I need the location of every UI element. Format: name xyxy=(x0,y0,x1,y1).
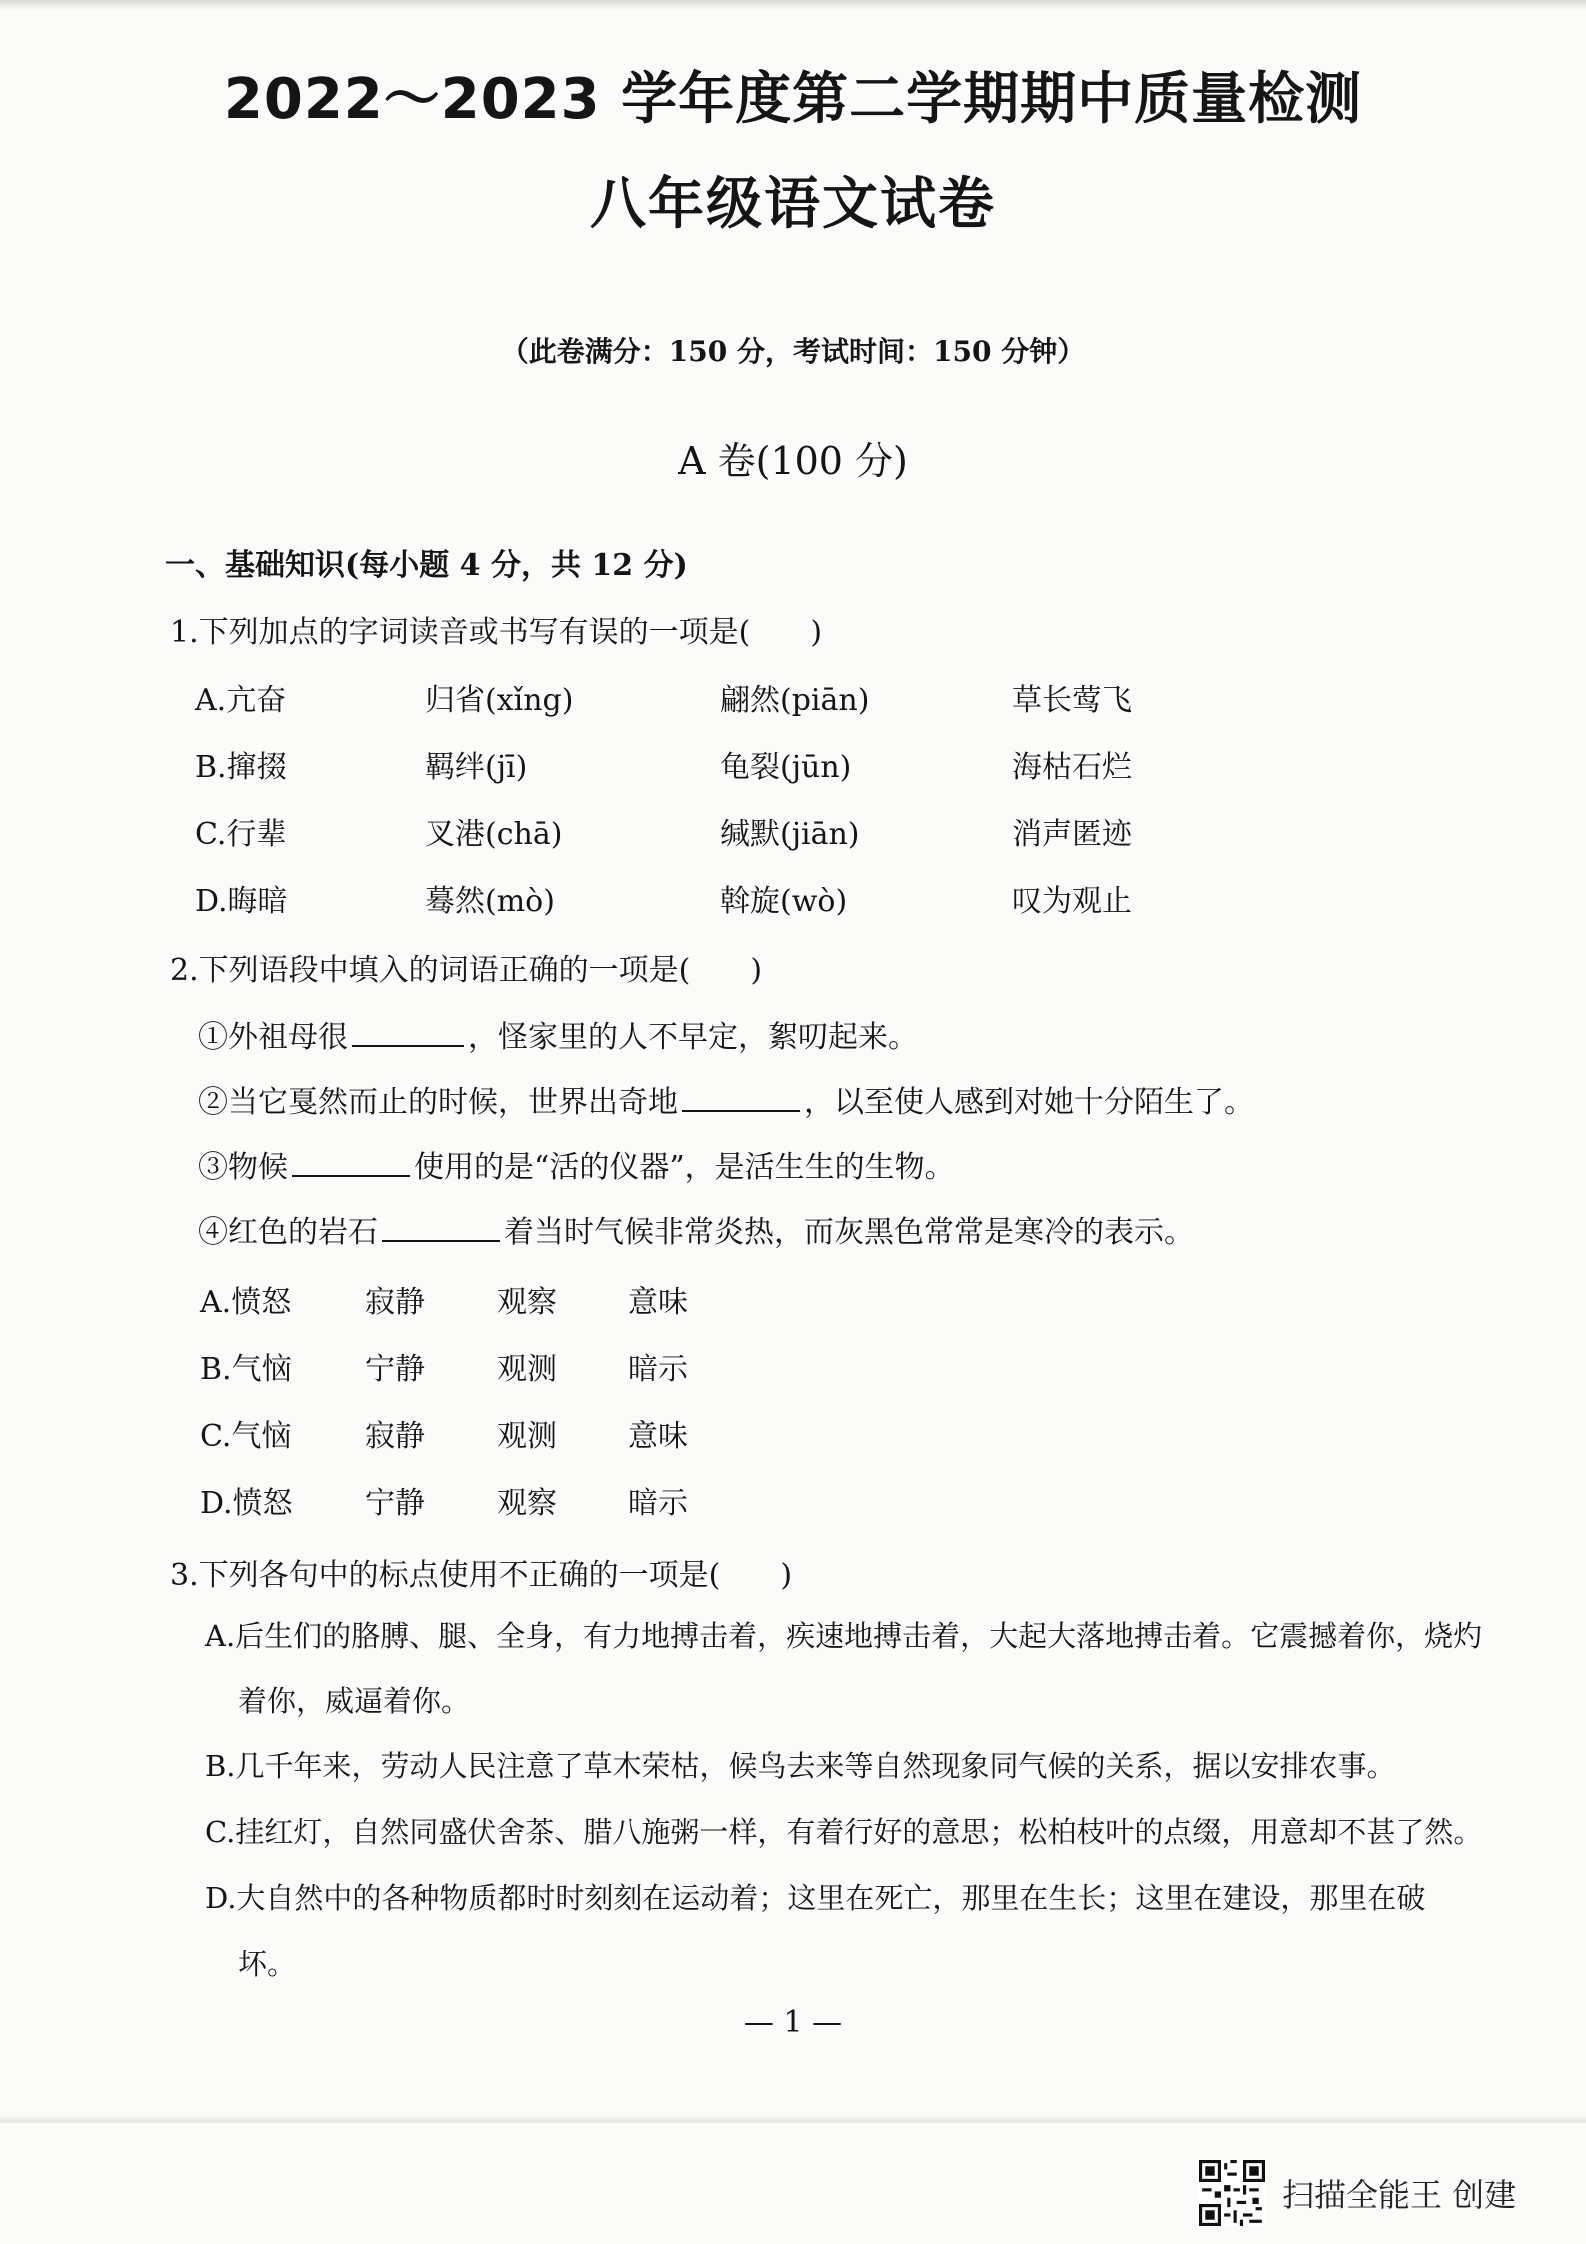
q1-option-c-col2: 叉港(chā) xyxy=(425,817,563,852)
q1-option-d-col2: 蓦然(mò) xyxy=(425,884,555,919)
q2-option-c-col3: 观测 xyxy=(497,1419,557,1454)
q2-option-c-col1: C.气恼 xyxy=(200,1419,292,1454)
q1-option-b-col1: B.撺掇 xyxy=(195,750,287,785)
part-heading: 一、基础知识(每小题 4 分，共 12 分) xyxy=(165,548,688,583)
section-heading: A 卷(100 分) xyxy=(678,439,908,483)
q2-option-d-col2: 宁静 xyxy=(365,1486,425,1521)
q2-sentence-1-end: ，怪家里的人不早定，絮叨起来。 xyxy=(468,1020,918,1055)
exam-subtitle: 八年级语文试卷 xyxy=(590,172,996,237)
scan-bottom-edge xyxy=(0,2115,1586,2123)
q1-option-a-col3: 翩然(piān) xyxy=(720,683,870,718)
fill-blank xyxy=(382,1214,500,1242)
q2-option-a-col4: 意味 xyxy=(628,1285,688,1320)
scan-top-edge xyxy=(0,0,1586,10)
q1-option-c-col1: C.行辈 xyxy=(195,817,287,852)
q2-option-b-col3: 观测 xyxy=(497,1352,557,1387)
q2-sentence-4-start: ④红色的岩石 xyxy=(198,1215,378,1250)
q2-sentence-4-end: 着当时气候非常炎热，而灰黑色常常是寒冷的表示。 xyxy=(504,1215,1194,1250)
q2-option-d-col3: 观察 xyxy=(497,1486,557,1521)
q3-option-d-line2: 坏。 xyxy=(238,1947,297,1981)
q2-option-b-col2: 宁静 xyxy=(365,1352,425,1387)
q2-option-d-col1: D.愤怒 xyxy=(200,1486,293,1521)
q1-option-c-col3: 缄默(jiān) xyxy=(720,817,860,852)
q1-option-a-col4: 草长莺飞 xyxy=(1012,683,1132,718)
scanner-watermark: 扫描全能王 创建 xyxy=(1282,2176,1517,2214)
q2-option-c-col2: 寂静 xyxy=(365,1419,425,1454)
q1-option-c-col4: 消声匿迹 xyxy=(1012,817,1132,852)
q1-option-b-col2: 羁绊(jī) xyxy=(425,750,528,785)
q2-sentence-2-end: ，以至使人感到对她十分陌生了。 xyxy=(804,1085,1254,1120)
fill-blank xyxy=(292,1149,410,1177)
q3-option-c: C.挂红灯，自然同盛伏舍茶、腊八施粥一样，有着行好的意思；松柏枝叶的点缀，用意却不甚了然。 xyxy=(205,1815,1483,1849)
q2-sentence-4 xyxy=(198,1207,1194,1251)
fill-blank xyxy=(682,1084,800,1112)
qr-code-icon xyxy=(1199,2160,1265,2226)
q3-option-d-line1: D.大自然中的各种物质都时时刻刻在运动着；这里在死亡，那里在生长；这里在建设，那里在破 xyxy=(205,1881,1426,1915)
page-number: — 1 — xyxy=(743,2005,843,2040)
q1-option-a-col1: A.亢奋 xyxy=(195,683,287,718)
q2-option-d-col4: 暗示 xyxy=(628,1486,688,1521)
q2-sentence-1 xyxy=(198,1012,918,1056)
q2-sentence-3 xyxy=(198,1142,955,1186)
q1-option-a-col2: 归省(xǐng) xyxy=(425,683,574,718)
q1-option-b-col3: 龟裂(jūn) xyxy=(720,750,852,785)
q2-option-a-col2: 寂静 xyxy=(365,1285,425,1320)
q2-sentence-2-start: ②当它戛然而止的时候，世界出奇地 xyxy=(198,1085,678,1120)
fill-blank xyxy=(352,1019,464,1047)
q3-option-a-line1: A.后生们的胳膊、腿、全身，有力地搏击着，疾速地搏击着，大起大落地搏击着。它震撼着你，烧灼 xyxy=(205,1619,1483,1653)
q2-option-a-col3: 观察 xyxy=(497,1285,557,1320)
q2-sentence-3-end: 使用的是“活的仪器”，是活生生的生物。 xyxy=(414,1150,955,1185)
q1-option-d-col3: 斡旋(wò) xyxy=(720,884,848,919)
question-2-stem: 2.下列语段中填入的词语正确的一项是( ) xyxy=(170,953,763,988)
q2-sentence-3-start: ③物候 xyxy=(198,1150,288,1185)
exam-note: （此卷满分：150 分，考试时间：150 分钟） xyxy=(500,335,1086,368)
q1-option-d-col4: 叹为观止 xyxy=(1012,884,1132,919)
exam-title: 2022～2023 学年度第二学期期中质量检测 xyxy=(223,67,1363,132)
q1-option-d-col1: D.晦暗 xyxy=(195,884,288,919)
q2-sentence-1-start: ①外祖母很 xyxy=(198,1020,348,1055)
q2-option-a-col1: A.愤怒 xyxy=(200,1285,292,1320)
question-1-stem: 1.下列加点的字词读音或书写有误的一项是( ) xyxy=(170,615,823,650)
q2-option-b-col4: 暗示 xyxy=(628,1352,688,1387)
q2-option-b-col1: B.气恼 xyxy=(200,1352,292,1387)
q1-option-b-col4: 海枯石烂 xyxy=(1012,750,1132,785)
q3-option-a-line2: 着你，威逼着你。 xyxy=(238,1684,471,1718)
q3-option-b: B.几千年来，劳动人民注意了草木荣枯，候鸟去来等自然现象同气候的关系，据以安排农事。 xyxy=(205,1749,1396,1783)
question-3-stem: 3.下列各句中的标点使用不正确的一项是( ) xyxy=(170,1558,793,1593)
q2-sentence-2 xyxy=(198,1077,1254,1121)
q2-option-c-col4: 意味 xyxy=(628,1419,688,1454)
